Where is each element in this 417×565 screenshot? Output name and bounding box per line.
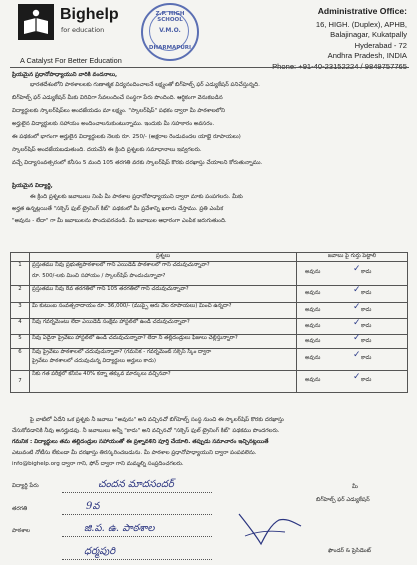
question-text: నీకు గత పరీక్షలో కనీసం 40% కన్నా తక్కువ మార్కులు వచ్చినవా?	[32, 371, 171, 377]
note-line: గమనిక : విద్యార్థులు తమ తల్లిదండ్రుల సహాయంతో ఈ ప్రశ్నావళిని పూర్తి చేయాలి. తప్పుడు సమాచారం ఇచ్చినట్లయితే	[12, 439, 269, 445]
organization-signature: బిగ్‌హెల్ప్ ఫర్ ఎడ్యుకేషన్	[316, 497, 370, 503]
label-class: తరగతి	[12, 506, 28, 512]
question-cell	[30, 319, 297, 335]
tagline: A Catalyst For Better Education	[20, 56, 122, 65]
question-text: నీవు ఏదైనా ప్రైవేటు హాస్టల్‌లో ఉండి చదువుచున్నావా? లేదా నీ తల్లిదండ్రులు ఫీజులు చెల్లిస్తున్నారా?	[32, 335, 238, 341]
answer-yes-option[interactable]: అవును	[305, 307, 321, 313]
intro-line: వచ్చే విద్యాసంవత్సరంలో కనీసం 5 మంది 105 తరగతి వరకు స్కాలర్‌షిప్ కొరకు దరఖాస్తు చేయాలని కోరుతున్నాము.	[12, 160, 263, 166]
question-cell	[30, 262, 297, 286]
bighelp-logo	[18, 4, 54, 40]
row-number: 6	[11, 349, 30, 371]
question-cell	[30, 335, 297, 349]
brand-subtitle: for education	[61, 26, 105, 34]
question-text: నీవు గవర్నమెంటు లేదా ఎయిడెడ్ సంక్షేమ హాస్టల్‌లో ఉండి చదువుచున్నావా?	[32, 319, 190, 325]
header-divider	[10, 67, 409, 68]
label-student-name: విద్యార్థి పేరు	[12, 483, 39, 489]
table-row	[11, 303, 408, 319]
table-row	[11, 262, 408, 286]
answer-yes-option[interactable]: అవును	[305, 323, 321, 329]
office-line-3: Hyderabad - 72	[354, 40, 407, 50]
question-text: మీ కుటుంబ సంవత్సరాదాయం రూ. 36,000/- (ముప్పై ఆరు వేల రూపాయలు) మించి ఉన్నదా?	[32, 303, 232, 309]
office-line-2: Balajinagar, Kukatpally	[330, 30, 407, 40]
note-line: info@bighelp.org ద్వారా గాని, ఫోన్ ద్వారా గాని మమ్మల్ని సంప్రదించగలరు.	[12, 461, 184, 467]
intro-line: బిగ్‌హెల్ప్ ఫర్ ఎడ్యుకేషన్ మీకు విరివిగా సేవలందించే సంస్థగా పేరు పొందింది. ఆర్థికంగా వెనుకబడిన	[12, 95, 223, 101]
label-school: పాఠశాల	[12, 528, 30, 534]
row-number: 4	[11, 319, 30, 335]
brand-name: Bighelp	[60, 6, 119, 23]
table-row	[11, 319, 408, 335]
question-cell	[30, 286, 297, 303]
table-header-row	[11, 253, 408, 262]
row-number: 1	[11, 262, 30, 286]
note-line: ఎటువంటి నోటీసు లేకుండా మీ దరఖాస్తు తిరస్కరించబడును. మీ పాఠశాల ప్రధానోపాధ్యాయుని ద్వారా పంపవలెను.	[12, 450, 257, 456]
row-number: 5	[11, 335, 30, 349]
intro-line: అర్హులైన విద్యార్థులకు సహాయం అందించాలనుకుంటున్నాము. ఇందుకు మీ సహకారం అవసరం.	[12, 121, 215, 127]
question-cell	[30, 349, 297, 371]
note-line: చేసుకోవడానికి నీవు అనర్హుడవు. నీ జవాబులు అన్నీ "కాదు" అని వచ్చినచో "సక్సెస్ ఫుల్ ట్రైనింగ్ కిట్" పథకము పొందగలరు.	[12, 428, 280, 434]
answer-cell	[297, 319, 408, 335]
answer-cell	[297, 371, 408, 393]
answer-yes-option[interactable]: అవును	[305, 269, 321, 275]
table-row	[11, 349, 408, 371]
answer-yes-option[interactable]: అవును	[305, 355, 321, 361]
col-answer-header: జవాబు పై గుర్తు పెట్టాలి	[297, 253, 408, 262]
answer-no-option[interactable]: కాదు	[361, 307, 372, 313]
sign-off: మీ	[352, 484, 358, 490]
signature-icon	[235, 510, 305, 548]
question-cell	[30, 303, 297, 319]
school-field-line	[62, 536, 212, 537]
student-line: ఈ క్రింది ప్రశ్నలకు జవాబులు నింపి మీ పాఠశాల ప్రధానోపాధ్యాయుని ద్వారా మాకు పంపగలరు. మీకు	[30, 194, 243, 200]
stamp-line-3: DHARMAPURI	[148, 45, 192, 51]
note-line: పై వాటిలో ఏదేని ఒక ప్రశ్నకు నీ జవాబు "అవును" అని వచ్చినచో బిగ్‌హెల్ప్ సంస్థ నుంచి ఈ స్కాలర్‌షిప్ కొరకు దరఖాస్తు	[30, 417, 284, 423]
class-field-line	[62, 514, 212, 515]
answer-no-option[interactable]: కాదు	[361, 338, 372, 344]
office-line-1: 16, HIGH. (Duplex), APHB,	[315, 19, 407, 29]
salutation-headmaster: ప్రియమైన ప్రధానోపాధ్యాయుని వారికి వందనాలు,	[12, 72, 118, 78]
answer-no-option[interactable]: కాదు	[361, 355, 372, 361]
question-text: నీవు ప్రైవేటు పాఠశాలలో చదువుచున్నావా? (గమనిక - గవర్నమెంట్ సక్సెస్ స్కీం ద్వారా	[32, 349, 212, 355]
intro-line: ఈ పథకంలో భాగంగా అర్హులైన విద్యార్థులకు నెలకు రూ. 250/- (అక్షరాల రెండువందల యాభై రూపాయలు)	[12, 134, 241, 140]
salutation-student: ప్రియమైన విద్యార్థి,	[12, 183, 53, 189]
answer-cell	[297, 335, 408, 349]
stamp-line-1: Z.P. HIGH SCHOOL	[155, 11, 185, 23]
row-number: 2	[11, 286, 30, 303]
checkmark-icon: ✓	[353, 264, 361, 274]
student-name-value[interactable]: చందన మాదసందర్	[98, 479, 174, 490]
answer-cell	[297, 286, 408, 303]
question-cell	[30, 371, 297, 393]
class-value[interactable]: 9వ	[86, 501, 100, 512]
question-text: ప్రస్తుతము నీవు ప్రభుత్వపాఠశాలలో గాని ఎయిడెడ్ పాఠశాలలో గాని చదువుచున్నావా?	[32, 262, 210, 268]
office-line-4: Andhra Pradesh, INDIA	[327, 51, 407, 61]
question-text: ప్రైవేటు పాఠశాలలో చదువుచున్న విద్యార్థులు అర్హులు కాదు)	[32, 358, 156, 364]
intro-line: స్కాలర్‌షిప్ అందజేయబడుతుంది. దయచేసి ఈ క్రింది ప్రశ్నలకు సమాధానాలు ఇవ్వగలరు.	[12, 147, 202, 153]
place-field-line	[62, 559, 212, 560]
office-phone: Phone: +91-40-23152224 / 9849757765	[272, 61, 407, 71]
answer-cell	[297, 349, 408, 371]
checkmark-icon: ✓	[353, 372, 361, 382]
checkmark-icon: ✓	[353, 285, 361, 295]
answer-cell	[297, 303, 408, 319]
answer-no-option[interactable]: కాదు	[361, 377, 372, 383]
question-text: ప్రస్తుతము నీవు 8వ తరగతిలో గాని 105 తరగతిలో గాని చదువుచున్నావా?	[32, 286, 189, 292]
office-address	[242, 6, 407, 73]
checkmark-icon: ✓	[353, 333, 361, 343]
row-number: 3	[11, 303, 30, 319]
answer-no-option[interactable]: కాదు	[361, 290, 372, 296]
place-value[interactable]: ధర్మపురి	[84, 546, 116, 557]
founder-title: ఫౌండర్ & ప్రెసిడెంట్	[328, 548, 371, 554]
col-questions-header: ప్రశ్నలు	[30, 253, 297, 262]
answer-cell	[297, 262, 408, 286]
intro-line: భారతదేశంలోని పాఠశాలలకు గుణాత్మక విద్యనందించాలనే లక్ష్యంతో బిగ్‌హెల్ప్ ఫర్ ఎడ్యుకేషన్ పనిచేస్తున్నది.	[30, 82, 260, 88]
office-title: Administrative Office:	[317, 6, 407, 16]
checkmark-icon: ✓	[353, 350, 361, 360]
school-value[interactable]: జి.ప. ఉ. పాఠశాల	[84, 523, 155, 534]
row-number: 7	[11, 371, 30, 393]
question-text: రూ. 500/-లకు మించి సహాయం / స్కాలర్‌షిప్ పొందుచున్నావా?	[32, 273, 166, 279]
answer-no-option[interactable]: కాదు	[361, 269, 372, 275]
answer-no-option[interactable]: కాదు	[361, 323, 372, 329]
table-row	[11, 286, 408, 303]
student-line: అర్హత ఉన్నట్లయితే "సక్సెస్ ఫుల్ ట్రైనింగ్ కిట్" పథకంలో మీ ప్రవేశాన్ని ఖరారు చేస్తాము. ప్రతి ఎంపిక	[12, 206, 224, 212]
questions-table	[10, 252, 408, 393]
checkmark-icon: ✓	[353, 318, 361, 328]
stamp-line-2: V.M.O.	[159, 27, 181, 34]
table-row	[11, 371, 408, 393]
answer-yes-option[interactable]: అవును	[305, 338, 321, 344]
checkmark-icon: ✓	[353, 302, 361, 312]
name-field-line	[62, 492, 212, 493]
school-stamp	[141, 3, 199, 61]
answer-yes-option[interactable]: అవును	[305, 290, 321, 296]
student-line: "అవును - లేదా" గా మీ జవాబులను పొందుపరచండి. మీ జవాబుల ఆధారంగా ఎంపిక జరుగుతుంది.	[12, 218, 227, 224]
answer-yes-option[interactable]: అవును	[305, 377, 321, 383]
table-row	[11, 335, 408, 349]
intro-line: విద్యార్థులకు స్కాలర్‌షిప్‌లు అందజేయడం మా లక్ష్యం. "స్కాలర్‌షిప్" పథకం ద్వారా మీ పాఠశాలలోని	[12, 108, 225, 114]
